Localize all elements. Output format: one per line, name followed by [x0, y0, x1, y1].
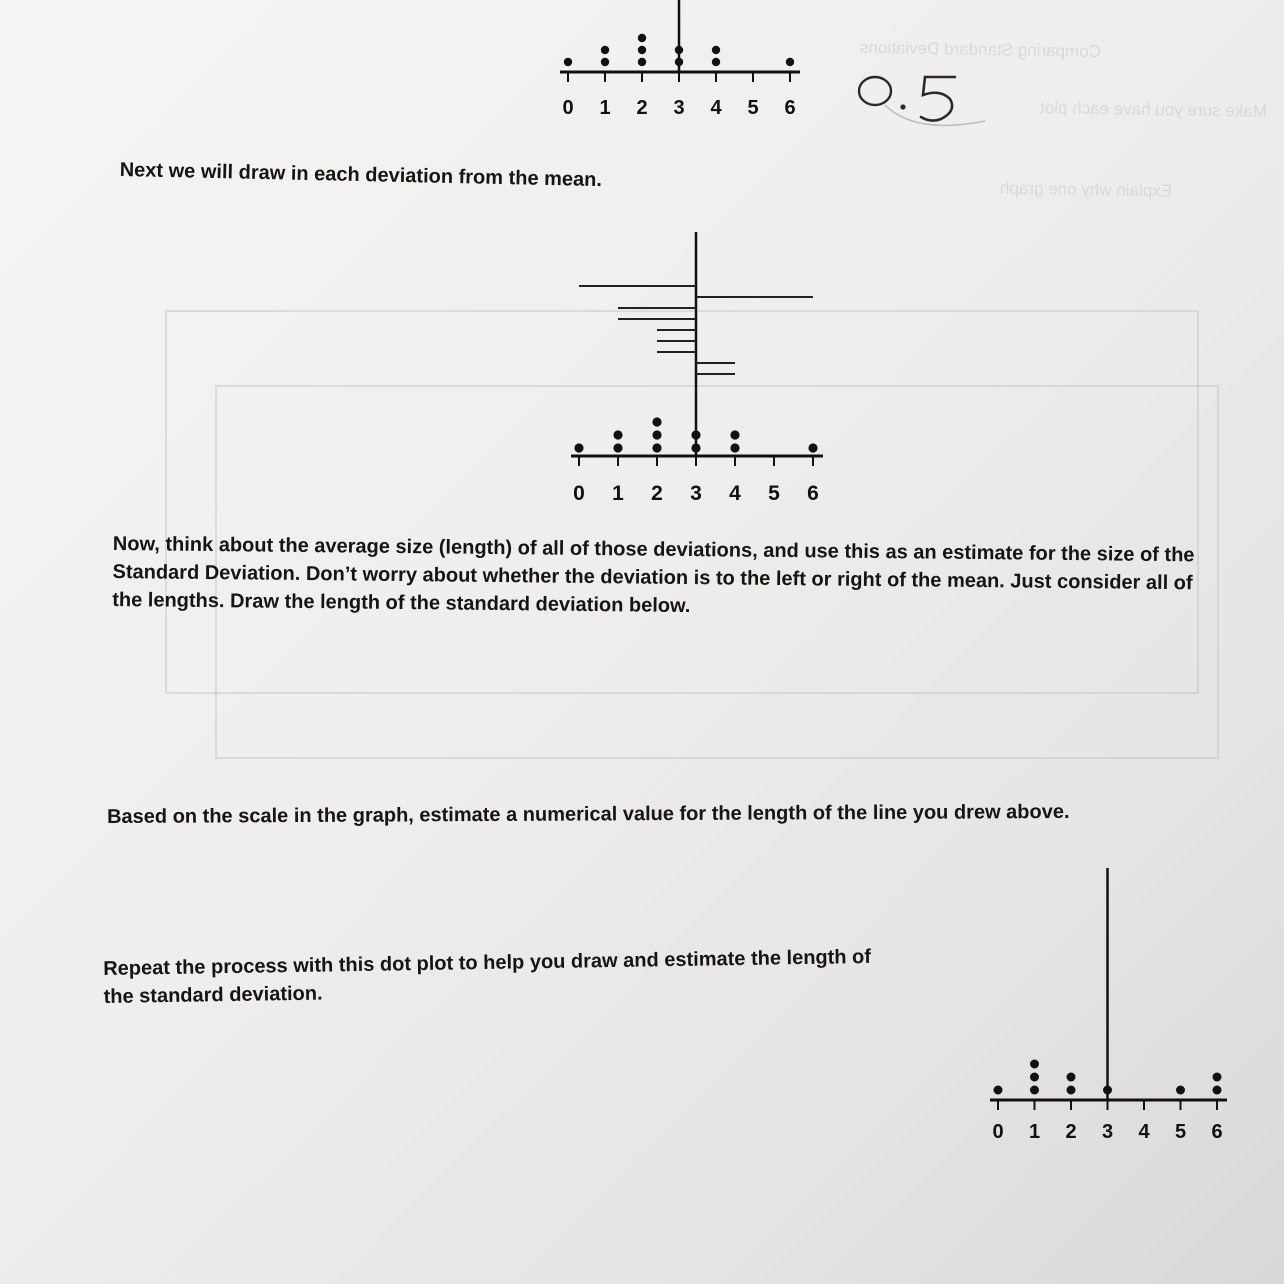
tick-label: 4 [1138, 1121, 1150, 1143]
data-dot [601, 46, 609, 54]
tick-label: 1 [599, 97, 611, 119]
data-dot [1067, 1086, 1076, 1095]
data-dot [1213, 1073, 1222, 1082]
tick-label: 5 [768, 482, 780, 505]
data-dot [994, 1086, 1003, 1095]
instruction-estimate-text: Based on the scale in the graph, estimate a numerical value for the length of the line you drew above. [107, 800, 1070, 828]
tick-label: 3 [1101, 1121, 1114, 1143]
instruction-estimate [107, 798, 1070, 831]
tick-label: 0 [562, 97, 574, 119]
tick-label: 4 [729, 482, 741, 505]
data-dot [613, 430, 622, 439]
tick-label: 2 [651, 482, 663, 505]
instruction-sd-line-2: Standard Deviation. Don’t worry about whether the deviation is to the left or right of the mean. Just consider all of [112, 560, 1193, 595]
deviation-dot-plot [555, 228, 845, 518]
data-dot [808, 443, 817, 452]
tick-label: 1 [1028, 1121, 1041, 1143]
instruction-deviations [119, 156, 602, 194]
data-dot [730, 443, 739, 452]
worksheet-page: Comparing Standard Deviations Make sure you have each plot Explain why one graph 0 1 2 3 4 5 6 Next we will draw in each deviation from the mean. 0 1 2 3 4 5 6 Now, think about the average size (length) of all of those deviations, and use this as an estimate for the size of the Standard Deviation. Don’t worry about whether the deviation is to the left or right of the mean. Just consider all of the lengths. Draw the length of the standard deviation below. Based on the scale in the graph, estimate a numerical value for the length of the line you drew above. Repeat the process with this dot plot to help you draw and estimate the length of the standard deviation. 0 1 2 3 4 5 6 [0, 0, 1284, 1284]
data-dot [601, 58, 609, 66]
tick-label: 6 [807, 482, 819, 505]
instruction-standard-deviation [112, 530, 1194, 625]
data-dot [1213, 1086, 1222, 1095]
data-dot [638, 46, 646, 54]
tick-label: 5 [747, 97, 759, 119]
instruction-repeat [103, 943, 872, 1011]
tick-label: 5 [1174, 1121, 1187, 1143]
data-dot [1030, 1086, 1039, 1095]
tick-label: 0 [992, 1121, 1004, 1143]
instruction-sd-line-1: Now, think about the average size (length) of all of those deviations, and use this as an estimate for the size of the [112, 532, 1195, 567]
handwritten-answer [845, 65, 1005, 135]
data-dot [712, 46, 720, 54]
tick-label: 3 [690, 482, 702, 505]
data-dot [1030, 1073, 1039, 1082]
instruction-repeat-line-2: the standard deviation. [103, 982, 323, 1008]
tick-label: 2 [1065, 1121, 1077, 1143]
tick-label: 6 [784, 97, 796, 119]
tick-label: 1 [612, 482, 624, 505]
top-dot-plot [540, 0, 820, 130]
bottom-dot-plot [975, 860, 1245, 1160]
data-dot [730, 430, 739, 439]
data-dot [652, 430, 661, 439]
data-dot [1176, 1086, 1185, 1095]
instruction-deviations-text: Next we will draw in each deviation from the mean. [119, 158, 603, 192]
data-dot [638, 58, 646, 66]
data-dot [652, 443, 661, 452]
data-dot [652, 417, 661, 426]
tick-label: 3 [673, 97, 685, 119]
data-dot [574, 443, 583, 452]
tick-label: 0 [573, 482, 585, 505]
data-dot [638, 34, 646, 42]
data-dot [1030, 1060, 1039, 1069]
instruction-sd-line-3: the lengths. Draw the length of the standard deviation below. [112, 588, 691, 618]
tick-label: 2 [636, 97, 648, 119]
data-dot [613, 443, 622, 452]
data-dot [786, 58, 794, 66]
data-dot [1067, 1073, 1076, 1082]
data-dot [712, 58, 720, 66]
tick-label: 4 [710, 97, 722, 119]
data-dot [564, 58, 572, 66]
instruction-repeat-line-1: Repeat the process with this dot plot to help you draw and estimate the length of [103, 945, 872, 980]
handwritten-answer-drawing [845, 65, 1005, 135]
tick-label: 6 [1211, 1121, 1223, 1143]
